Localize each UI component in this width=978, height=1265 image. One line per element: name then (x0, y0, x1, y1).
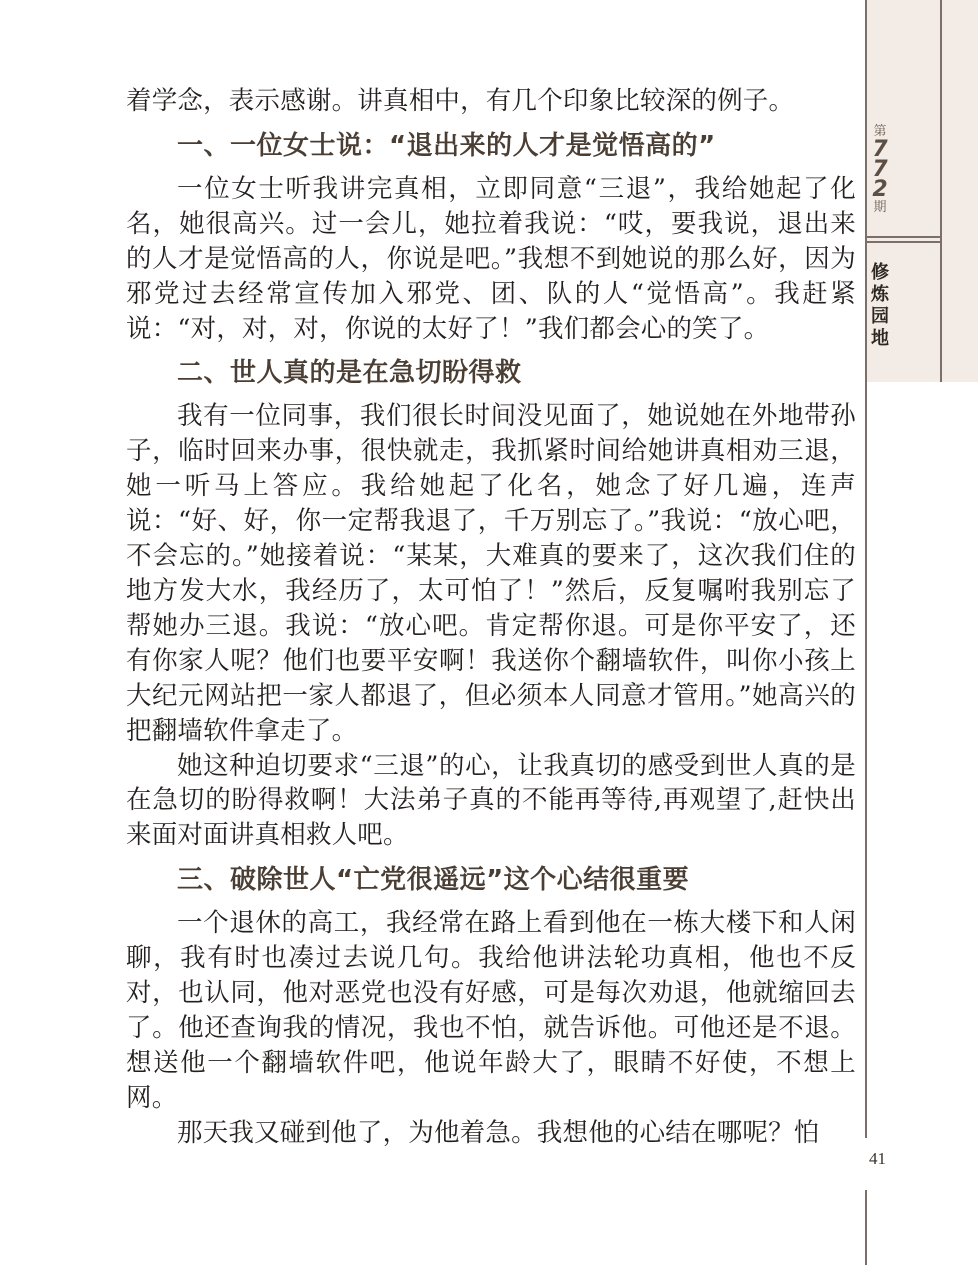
body-paragraph: 一个退休的高工，我经常在路上看到他在一栋大楼下和人闲聊，我有时也凑过去说几句。我给他讲法轮功真相，他也不反对，也认同，他对恶党也没有好感，可是每次劝退，他就缩回去了。他还查询我的情况，我也不怕，就告诉他。可他还是不退。想送他一个翻墙软件吧，他说年龄大了，眼睛不好使，不想上网。 (126, 908, 856, 1113)
sidebar-divider-top (867, 236, 940, 238)
section-label-char: 炼 (871, 284, 889, 305)
issue-digit: 7 (872, 157, 888, 182)
body-paragraph: 我有一位同事，我们很长时间没见面了，她说她在外地带孙子，临时回来办事，很快就走，我抓紧时间给她讲真相劝三退，她一听马上答应。我给她起了化名，她念了好几遍，连声说：“好、好，你一定帮我退了，千万别忘了。”我说：“放心吧，不会忘的。”她接着说：“某某，大难真的要来了，这次我们住的地方发大水，我经历了，太可怕了！”然后，反复嘱咐我别忘了帮她办三退。我说：“放心吧。肯定帮你退。可是你平安了，还有你家人呢？他们也要平安啊！我送你个翻墙软件，叫你小孩上大纪元网站把一家人都退了，但必须本人同意才管用。”她高兴的把翻墙软件拿走了。 (126, 401, 856, 746)
sidebar-panel-edge (940, 0, 942, 382)
section-label-char: 园 (871, 306, 889, 327)
section-label-char: 修 (871, 262, 889, 283)
section-heading-3: 三、破除世人“亡党很遥远”这个心结很重要 (177, 865, 690, 896)
body-paragraph: 那天我又碰到他了，为他着急。我想他的心结在哪呢？怕 (177, 1117, 820, 1148)
section-label (867, 262, 893, 350)
body-paragraph: 她这种迫切要求“三退”的心，让我真切的感受到世人真的是在急切的盼得救啊！大法弟子真的不能再等待,再观望了,赶快出来面对面讲真相救人吧。 (126, 750, 856, 851)
issue-digit: 7 (872, 137, 888, 162)
intro-paragraph: 着学念，表示感谢。讲真相中，有几个印象比较深的例子。 (126, 86, 795, 116)
issue-digit: 2 (872, 177, 888, 202)
section-heading-1: 一、一位女士说：“退出来的人才是觉悟高的” (177, 130, 716, 161)
body-paragraph: 一位女士听我讲完真相，立即同意“三退”，我给她起了化名，她很高兴。过一会儿，她拉着我说：“哎，要我说，退出来的人才是觉悟高的人，你说是吧。”我想不到她说的那么好，因为邪党过去经常宣传加入邪党、团、队的人“觉悟高”。我赶紧说：“对，对，对，你说的太好了！”我们都会心的笑了。 (126, 173, 856, 344)
section-heading-2: 二、世人真的是在急切盼得救 (177, 358, 522, 389)
article-body (126, 84, 856, 1151)
issue-prefix: 第 (873, 124, 887, 139)
page-number: 41 (869, 1149, 886, 1168)
issue-number (867, 124, 893, 216)
sidebar-divider-bottom (867, 241, 940, 243)
issue-suffix: 期 (873, 200, 887, 215)
section-label-char: 地 (871, 328, 889, 349)
